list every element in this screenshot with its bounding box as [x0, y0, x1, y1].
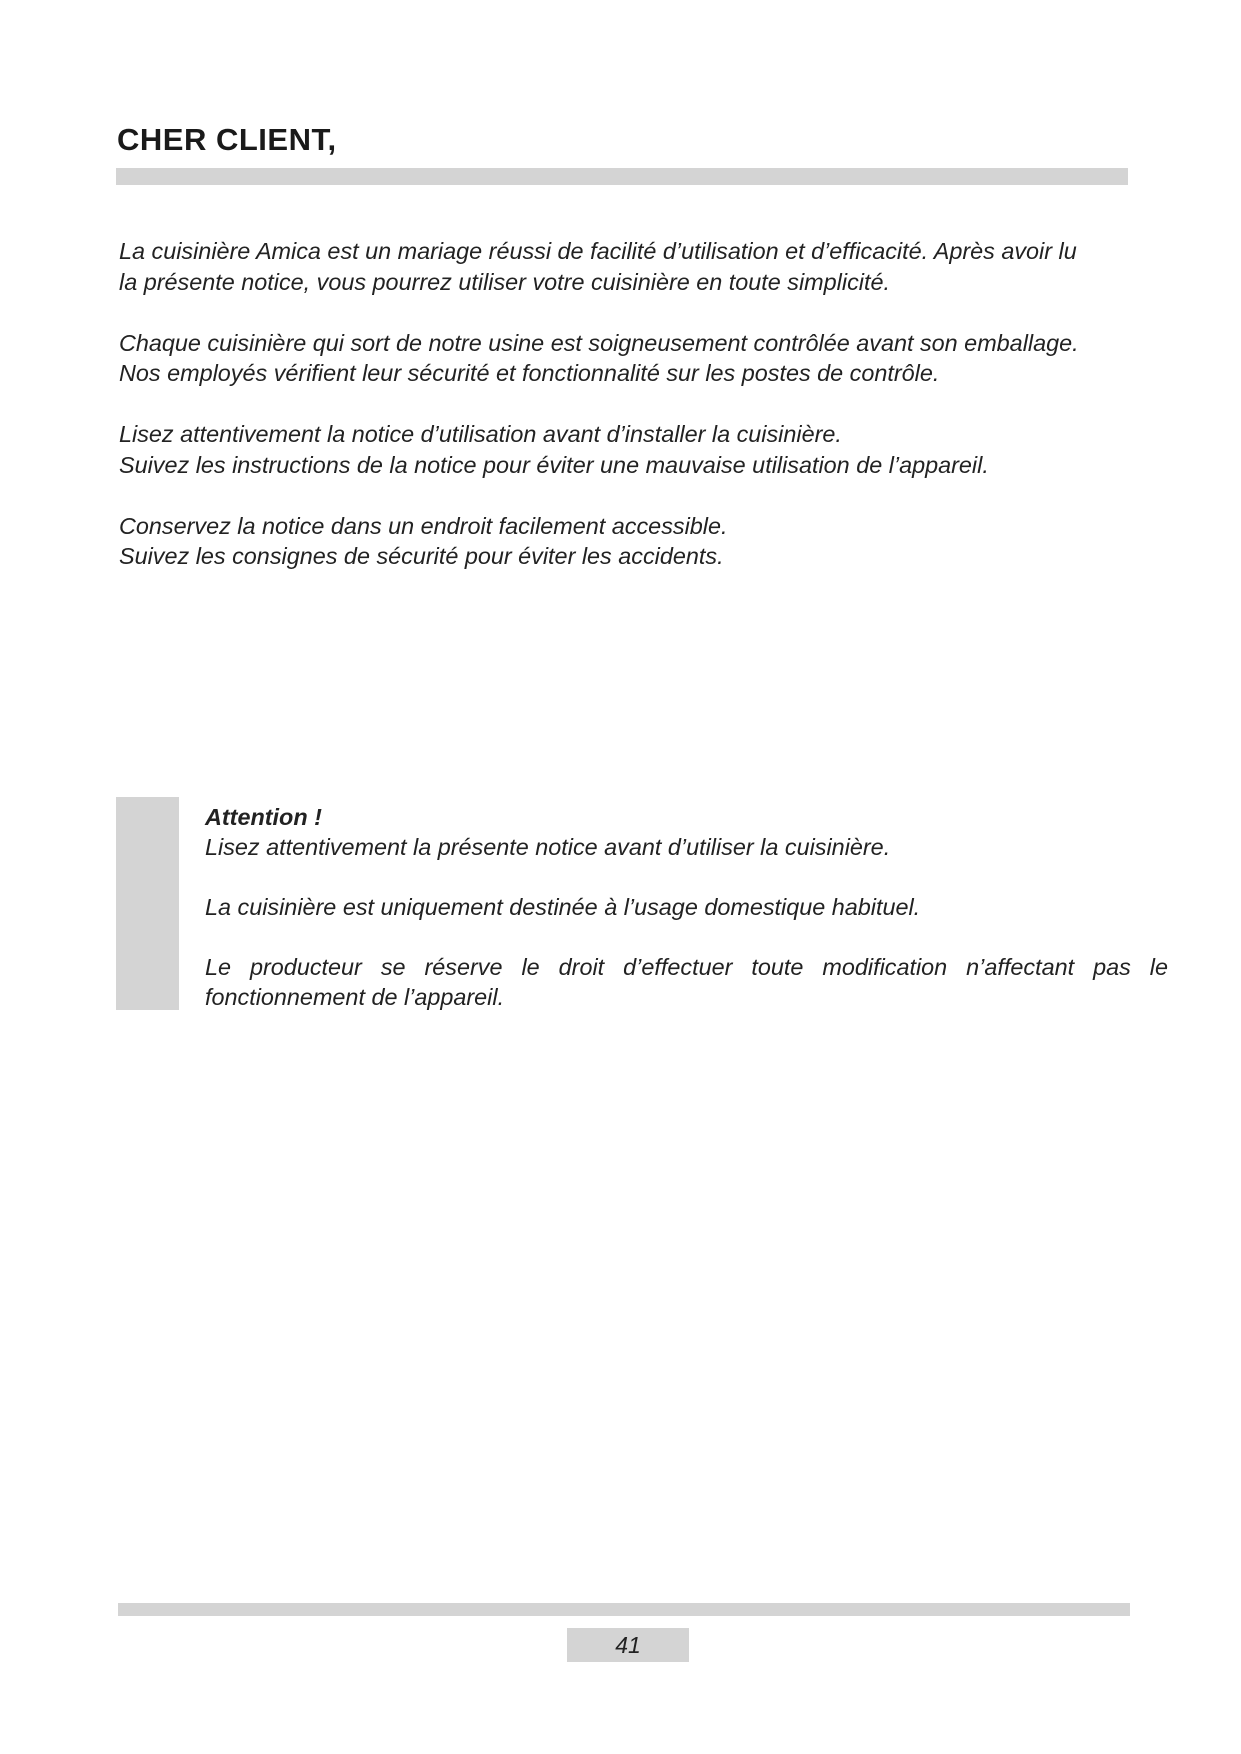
intro-paragraph: Conservez la notice dans un endroit facilement accessible. Suivez les consignes de sécurité pour éviter les accidents.	[119, 512, 728, 569]
attention-line: La cuisinière est uniquement destinée à l’usage domestique habituel.	[205, 894, 921, 920]
page-title: CHER CLIENT,	[117, 122, 337, 157]
attention-notice	[205, 802, 1168, 1042]
intro-paragraph: Chaque cuisinière qui sort de notre usine est soigneusement contrôlée avant son emballage. Nos employés vérifient leur sécurité et fonctionnalité sur les postes de contrôle.	[119, 329, 1079, 386]
attention-marker	[116, 797, 179, 1010]
attention-line: Le producteur se réserve le droit d’effectuer toute modification n’affectant pas le fonctionnement de l’appareil.	[205, 954, 1168, 1010]
footer-divider	[118, 1603, 1130, 1616]
intro-text	[119, 236, 1169, 602]
page-number: 41	[567, 1628, 689, 1662]
attention-line: Lisez attentivement la présente notice avant d’utiliser la cuisinière.	[205, 834, 891, 860]
attention-title: Attention !	[205, 804, 322, 830]
intro-paragraph: Lisez attentivement la notice d’utilisation avant d’installer la cuisinière. Suivez les instructions de la notice pour éviter une mauvaise utilisation de l’appareil.	[119, 421, 989, 478]
title-divider	[116, 168, 1128, 185]
intro-paragraph: La cuisinière Amica est un mariage réussi de facilité d’utilisation et d’efficacité. Après avoir lu la présente notice, vous pourrez utiliser votre cuisinière en toute simplicité.	[119, 238, 1077, 295]
